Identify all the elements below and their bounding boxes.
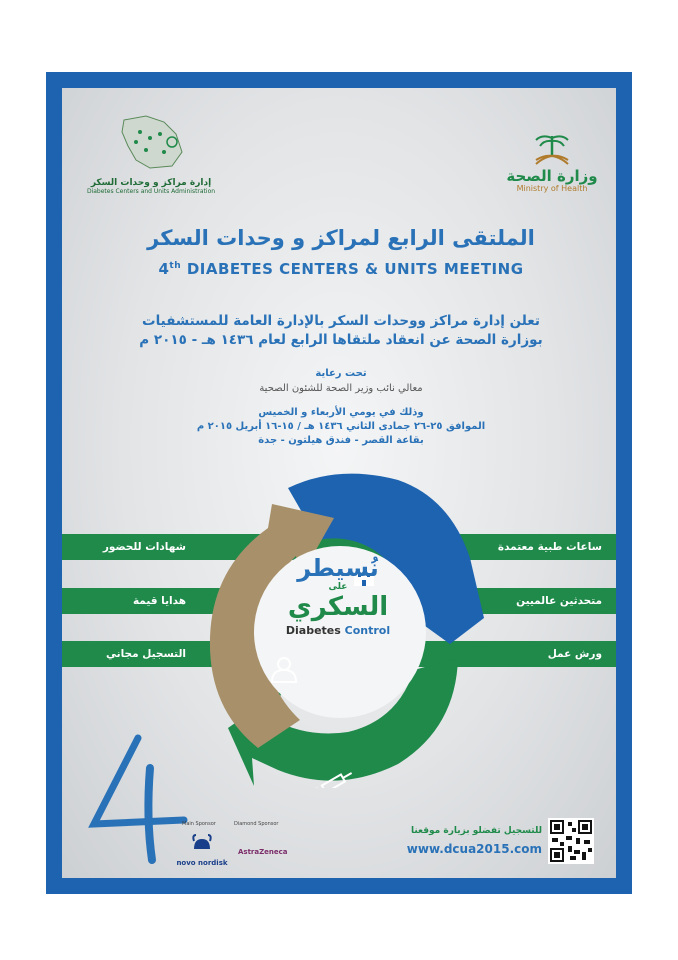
feature-gifts: هدايا قيمة — [132, 595, 186, 607]
feature-speakers: متحدثين عالميين — [516, 595, 602, 607]
dates-line-2: الموافق ٢٥-٢٦ جمادى الثاني ١٤٣٦ هـ / ١٥-١٦ أبريل ٢٠١٥ م — [196, 421, 486, 432]
dcu-name-en: Diabetes Centers and Units Administration — [86, 188, 216, 195]
dates-line-3: بقاعة القصر - فندق هيلتون - جدة — [258, 435, 424, 446]
title-rest: DIABETES CENTERS & UNITS MEETING — [181, 260, 524, 278]
brand-line-2: السكري — [287, 592, 389, 622]
moh-logo — [502, 132, 602, 193]
feature-medical-hours: ساعات طبية معتمدة — [497, 541, 602, 553]
feature-workshops: ورش عمل — [547, 648, 602, 660]
brand-small: على — [328, 582, 348, 592]
diamond-sponsor-label: Diamond Sponsor — [234, 821, 279, 827]
announcement — [102, 312, 580, 350]
main-sponsor-label: Main Sponsor — [182, 821, 216, 827]
website-link[interactable]: www.dcua2015.com — [406, 842, 542, 856]
patronage — [102, 366, 580, 396]
astrazeneca-logo: AstraZeneca — [238, 848, 288, 856]
moh-name-en: Ministry of Health — [516, 184, 588, 193]
feature-free-registration: التسجيل مجاني — [106, 648, 186, 660]
dcu-name-ar: إدارة مراكز و وحدات السكر — [90, 178, 212, 188]
brand-en-b: Control — [344, 624, 391, 637]
event-dates — [102, 406, 580, 448]
brand-line-1: نُسيطر — [297, 554, 379, 582]
feature-certificates: شهادات للحضور — [102, 541, 186, 553]
qr-code[interactable] — [548, 818, 594, 864]
poster — [62, 88, 616, 878]
saudi-map-icon — [116, 112, 186, 172]
dcu-logo — [76, 112, 226, 195]
moh-name-ar: وزارة الصحة — [506, 167, 598, 185]
patron-name: معالي نائب وزير الصحة للشئون الصحية — [259, 383, 423, 394]
title-ordinal: th — [169, 261, 182, 271]
palm-swords-icon — [530, 132, 574, 168]
brand-english — [268, 624, 408, 637]
patron-heading: تحت رعاية — [315, 368, 367, 379]
dates-line-1: وذلك في يومي الأربعاء و الخميس — [258, 407, 424, 418]
title-arabic: الملتقى الرابع لمراكز و وحدات السكر — [147, 226, 535, 250]
novo-nordisk-logo — [172, 833, 232, 867]
title-number: 4 — [158, 260, 170, 278]
registration-text: للتسجيل تفضلو بزيارة موقعنا — [411, 826, 542, 836]
title-english — [102, 260, 580, 278]
campaign-brand — [268, 554, 408, 637]
announce-line-1: تعلن إدارة مراكز ووحدات السكر بالإدارة العامة للمستشفيات — [142, 313, 540, 329]
apis-bull-icon — [190, 833, 214, 855]
novo-nordisk-text: novo nordisk — [176, 859, 228, 867]
brand-en-a: Diabetes — [285, 624, 345, 637]
poster-frame — [46, 72, 632, 894]
announce-line-2: بوزارة الصحة عن انعقاد ملتقاها الرابع لعام ١٤٣٦ هـ - ٢٠١٥ م — [139, 332, 543, 348]
